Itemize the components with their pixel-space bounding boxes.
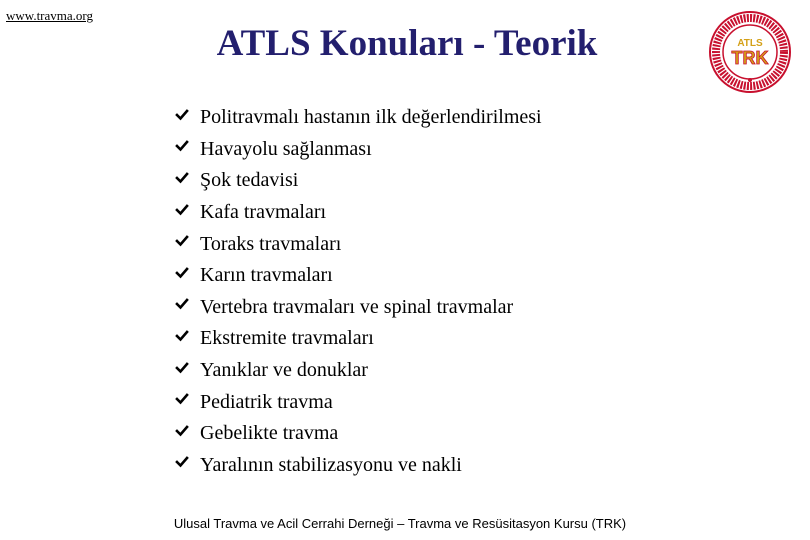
topic-text: Şok tedavisi — [200, 169, 299, 192]
topic-text: Politravmalı hastanın ilk değerlendirilmesi — [200, 106, 542, 129]
checkmark-icon — [175, 361, 189, 375]
list-item — [175, 197, 542, 229]
topic-text: Kafa travmaları — [200, 201, 327, 224]
checkmark-icon — [175, 455, 189, 469]
footer-text: Ulusal Travma ve Acil Cerrahi Derneği – Travma ve Resüsitasyon Kursu (TRK) — [173, 516, 627, 531]
checkmark-icon — [175, 297, 189, 311]
list-item — [175, 355, 542, 387]
checkmark-icon — [175, 139, 189, 153]
list-item — [175, 102, 542, 134]
topic-text: Yaralının stabilizasyonu ve nakli — [200, 453, 462, 476]
checkmark-icon — [175, 266, 189, 280]
list-item — [175, 260, 542, 292]
topic-text: Karın travmaları — [200, 264, 333, 287]
checkmark-icon — [175, 234, 189, 248]
checkmark-icon — [175, 392, 189, 406]
list-item — [175, 134, 542, 166]
checkmark-icon — [175, 203, 189, 217]
list-item — [175, 323, 542, 355]
list-item — [175, 228, 542, 260]
list-item — [175, 165, 542, 197]
trk-logo — [708, 10, 792, 94]
topic-text: Toraks travmaları — [200, 232, 342, 255]
topic-text: Havayolu sağlanması — [200, 137, 372, 160]
site-link[interactable]: www.travma.org — [6, 8, 94, 23]
topic-list — [175, 102, 542, 481]
topic-text: Pediatrik travma — [200, 390, 333, 413]
list-item — [175, 292, 542, 324]
topic-text: Vertebra travmaları ve spinal travmalar — [200, 295, 514, 318]
list-item — [175, 418, 542, 450]
checkmark-icon — [175, 424, 189, 438]
checkmark-icon — [175, 108, 189, 122]
list-item — [175, 386, 542, 418]
svg-text:ATLS: ATLS — [737, 38, 763, 49]
svg-text:TRK: TRK — [731, 48, 769, 68]
topic-text: Gebelikte travma — [200, 422, 339, 445]
list-item — [175, 450, 542, 482]
topic-text: Yanıklar ve donuklar — [200, 359, 368, 382]
slide-title: ATLS Konuları - Teorik — [216, 23, 598, 64]
topic-text: Ekstremite travmaları — [200, 327, 374, 350]
checkmark-icon — [175, 329, 189, 343]
checkmark-icon — [175, 171, 189, 185]
